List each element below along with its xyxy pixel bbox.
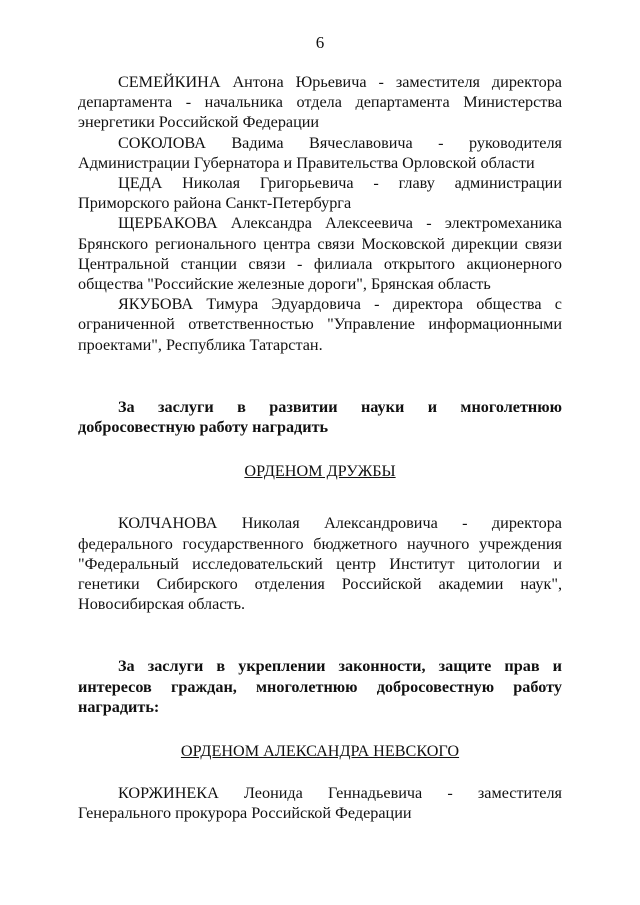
spacer	[78, 481, 562, 513]
award-recipient-entry: ЦЕДА Николая Григорьевича - главу администрации Приморского района Санкт-Петербурга	[78, 174, 562, 213]
award-recipient-entry: КОРЖИНЕКА Леонида Геннадьевича - заместителя Генерального прокурора Российской Федерации	[78, 784, 562, 823]
spacer	[78, 614, 562, 656]
spacer	[78, 437, 562, 461]
award-title-nevsky: ОРДЕНОМ АЛЕКСАНДРА НЕВСКОГО	[180, 742, 460, 761]
page-number: 6	[315, 33, 325, 52]
section-heading-law: За заслуги в укреплении законности, защите прав и интересов граждан, многолетнюю добросовестную работу наградить:	[78, 657, 562, 716]
section-heading-science: За заслуги в развитии науки и многолетнюю добросовестную работу наградить	[78, 397, 562, 437]
spacer	[78, 717, 562, 741]
award-recipient-entry: СЕМЕЙКИНА Антона Юрьевича - заместителя директора департамента - начальника отдела департамента Министерства энергетики Российской Федерации	[78, 73, 562, 132]
award-recipient-entry: ЩЕРБАКОВА Александра Алексеевича - электромеханика Брянского регионального центра связи Московской дирекции связи Центральной станции связи - филиала открытого акционерного общества "Российские железные дороги", Брянская область	[78, 214, 562, 294]
spacer	[78, 761, 562, 783]
award-recipient-entry: КОЛЧАНОВА Николая Александровича - директора федерального государственного бюджетного научного учреждения "Федеральный исследовательский центр Институт цитологии и генетики Сибирского отделения Российской академии наук", Новосибирская область.	[78, 514, 562, 614]
award-recipient-entry: ЯКУБОВА Тимура Эдуардовича - директора общества с ограниченной ответственностью "Управление информационными проектами", Республика Татарстан.	[78, 295, 562, 354]
spacer	[78, 355, 562, 397]
award-recipient-entry: СОКОЛОВА Вадима Вячеславовича - руководителя Администрации Губернатора и Правительства Орловской области	[78, 133, 562, 172]
document-body	[78, 72, 562, 824]
award-title-friendship: ОРДЕНОМ ДРУЖБЫ	[244, 462, 396, 481]
